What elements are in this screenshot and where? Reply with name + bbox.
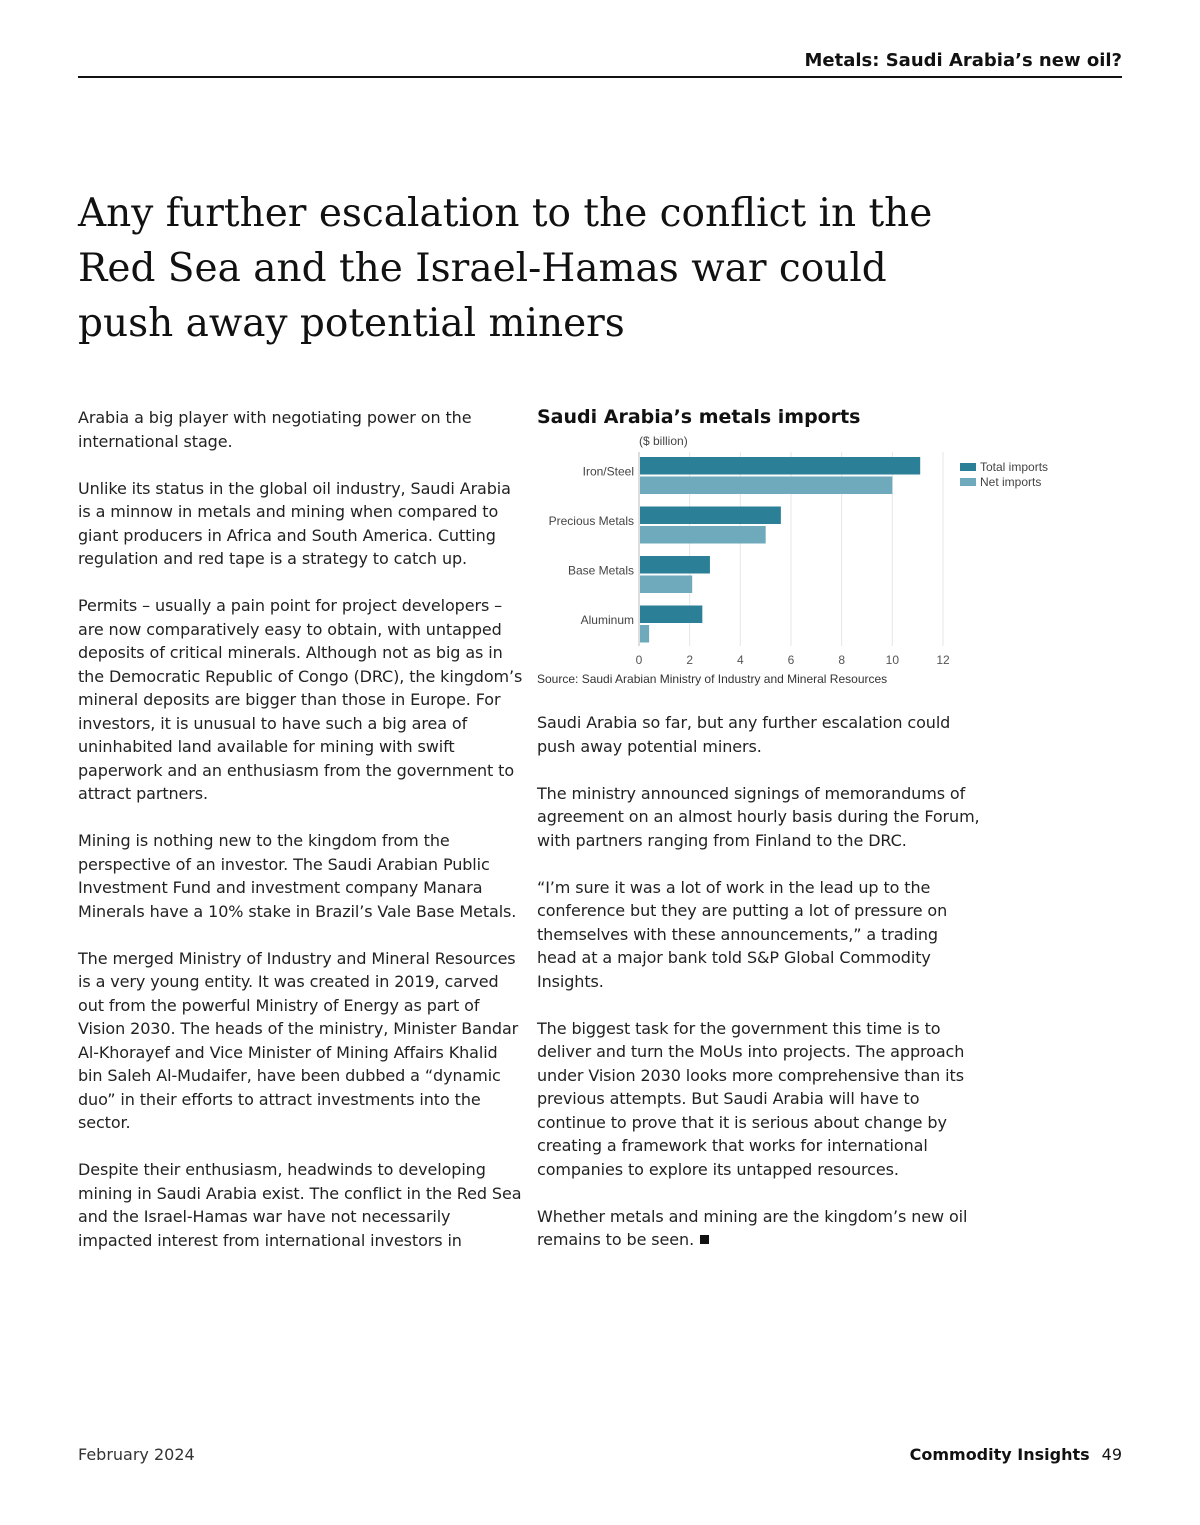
category-label: Iron/Steel xyxy=(582,464,634,479)
category-label: Aluminum xyxy=(580,613,634,627)
footer-brand: Commodity Insights xyxy=(909,1445,1090,1464)
footer-date: February 2024 xyxy=(78,1445,195,1464)
footer-right xyxy=(910,1445,1122,1464)
paragraph-text: Whether metals and mining are the kingdom’s new oil remains to be seen. xyxy=(537,1206,968,1249)
left-column xyxy=(78,406,523,1276)
header-rule xyxy=(78,76,1122,78)
end-mark-icon xyxy=(700,1235,709,1244)
paragraph: The merged Ministry of Industry and Mineral Resources is a very young entity. It was created in 2019, carved out from the powerful Ministry of Energy as part of Vision 2030. The heads of the ministry, Minister Bandar Al-Khorayef and Vice Minister of Mining Affairs Khalid bin Saleh Al-Mudaifer, have been dubbed a “dynamic duo” in their efforts to attract investments into the sector. xyxy=(78,948,519,1132)
bar-total xyxy=(640,507,781,525)
x-tick-label: 2 xyxy=(686,653,694,667)
legend-swatch xyxy=(960,463,976,471)
paragraph: Saudi Arabia so far, but any further escalation could push away potential miners. xyxy=(537,713,951,756)
x-tick-label: 12 xyxy=(936,653,950,667)
legend-swatch xyxy=(960,478,976,486)
page-number: 49 xyxy=(1101,1445,1122,1464)
paragraph: “I’m sure it was a lot of work in the lead up to the conference but they are putting a lot of pressure on themselves with these announcements,” a trading head at a major bank told S&P Global Commodity Insights. xyxy=(537,877,948,991)
paragraph: Mining is nothing new to the kingdom from the perspective of an investor. The Saudi Arabian Public Investment Fund and investment company Manara Minerals have a 10% stake in Brazil’s Vale Base Metals. xyxy=(78,831,517,921)
right-column xyxy=(537,711,982,1275)
paragraph: Permits – usually a pain point for project developers – are now comparatively easy to obtain, with untapped deposits of critical minerals. Although not as big as in the Democratic Republic of Congo (DRC), the kingdom’s mineral deposits are bigger than those in Europe. For investors, it is unusual to have such a big area of uninhabited land available for mining with swift paperwork and an enthusiasm from the government to attract partners. xyxy=(78,596,523,803)
bar-net xyxy=(640,576,692,594)
bar-net xyxy=(640,477,892,495)
chart-title: Saudi Arabia’s metals imports xyxy=(537,406,861,428)
chart-plot xyxy=(537,404,1097,669)
bar-net xyxy=(640,625,649,643)
paragraph: The ministry announced signings of memorandums of agreement on an almost hourly basis during the Forum, with partners ranging from Finland to the DRC. xyxy=(537,783,980,850)
chart-source: Source: Saudi Arabian Ministry of Industry and Mineral Resources xyxy=(537,672,888,686)
section-title: Metals: Saudi Arabia’s new oil? xyxy=(804,50,1122,71)
legend-label: Total imports xyxy=(980,460,1049,474)
bar-total xyxy=(640,606,702,624)
category-label: Base Metals xyxy=(567,563,634,578)
x-tick-label: 0 xyxy=(635,653,643,667)
metals-imports-chart xyxy=(537,404,1097,694)
x-tick-label: 10 xyxy=(885,653,900,667)
x-tick-label: 8 xyxy=(838,653,846,667)
legend-label: Net imports xyxy=(980,475,1042,489)
headline: Any further escalation to the conflict in the Red Sea and the Israel-Hamas war could push away potential miners xyxy=(78,191,933,346)
paragraph: Despite their enthusiasm, headwinds to developing mining in Saudi Arabia exist. The conflict in the Red Sea and the Israel-Hamas war have not necessarily impacted interest from international investors in xyxy=(78,1160,522,1250)
chart-unit-label: ($ billion) xyxy=(639,434,688,448)
paragraph: The biggest task for the government this time is to deliver and turn the MoUs into projects. The approach under Vision 2030 looks more comprehensive than its previous attempts. But Saudi Arabia will have to continue to prove that it is serious about change by creating a framework that works for international companies to explore its untapped resources. xyxy=(537,1018,965,1179)
paragraph-last xyxy=(537,1205,982,1252)
bar-total xyxy=(640,556,710,574)
bar-total xyxy=(640,457,920,475)
x-tick-label: 6 xyxy=(787,653,795,667)
bar-net xyxy=(640,526,766,544)
paragraph: Arabia a big player with negotiating power on the international stage. xyxy=(78,408,472,451)
category-label: Precious Metals xyxy=(548,514,634,528)
x-tick-label: 4 xyxy=(736,653,744,667)
paragraph: Unlike its status in the global oil industry, Saudi Arabia is a minnow in metals and mining when compared to giant producers in Africa and South America. Cutting regulation and red tape is a strategy to catch up. xyxy=(78,478,511,568)
